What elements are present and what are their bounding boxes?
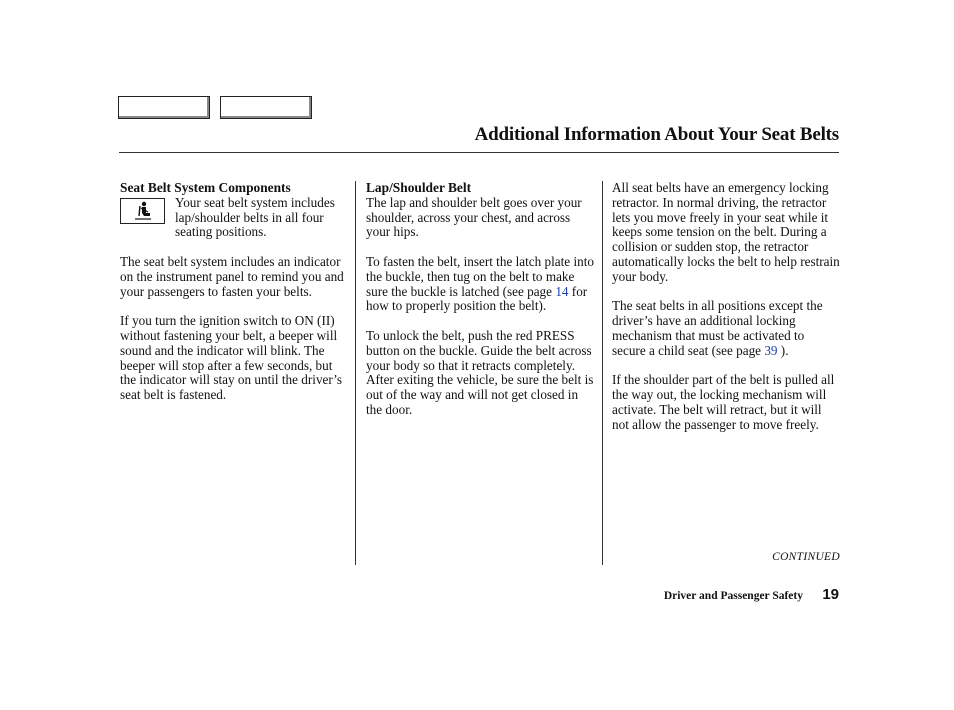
paragraph-fasten	[366, 255, 594, 314]
text-lock-after: ).	[777, 342, 789, 358]
page-title: Additional Information About Your Seat Belts	[474, 124, 839, 145]
page-link-14[interactable]: 14	[555, 283, 569, 299]
column-divider	[355, 181, 356, 565]
text-fasten-before: To fasten the belt, insert the latch plate into the buckle, then tug on the belt to make sure the buckle is latched (see page	[366, 253, 594, 299]
paragraph-beeper: If you turn the ignition switch to ON (II) without fastening your belt, a beeper will sound and the indicator will blink. The beeper will stop after a few seconds, but the indicator will stay on until the driver’s seat belt is fastened.	[120, 313, 343, 403]
text-fasten-after: for how to properly position the belt).	[366, 283, 588, 314]
continued-label: CONTINUED	[772, 551, 840, 563]
column-3	[612, 181, 840, 447]
title-divider	[119, 152, 839, 153]
section-heading-components: Seat Belt System Components	[120, 180, 291, 195]
column-divider	[602, 181, 603, 565]
seat-belt-reminder-icon	[120, 198, 165, 224]
paragraph-indicator: The seat belt system includes an indicator on the instrument panel to remind you and your passengers to fasten your belts.	[120, 253, 344, 299]
section-heading-lap-shoulder: Lap/Shoulder Belt	[366, 180, 472, 195]
column-2	[366, 181, 594, 433]
paragraph-child-seat-lock	[612, 299, 840, 358]
nav-button-main-menu[interactable]	[118, 96, 210, 119]
paragraph-retractor: All seat belts have an emergency locking retractor. In normal driving, the retractor lets you move freely in your seat while it keeps some tension on the belt. During a collision or sudden stop, the retractor automatically locks the belt to help restrain your body.	[612, 180, 840, 284]
paragraph-locking-mechanism: If the shoulder part of the belt is pulled all the way out, the locking mechanism will activate. The belt will retract, but it will not allow the passenger to move freely.	[612, 372, 835, 432]
paragraph-lap-shoulder: The lap and shoulder belt goes over your shoulder, across your chest, and across your hips.	[366, 194, 582, 240]
column-1	[120, 181, 345, 418]
text-lock-before: The seat belts in all positions except the driver’s have an additional locking mechanism that must be activated to secure a child seat (see page	[612, 298, 823, 358]
paragraph-unlock: To unlock the belt, push the red PRESS button on the buckle. Guide the belt across your body so that it retracts completely. After exiting the vehicle, be sure the belt is out of the way and will not get closed in the door.	[366, 327, 594, 417]
footer-section-name: Driver and Passenger Safety	[663, 590, 803, 602]
page-link-39[interactable]: 39	[764, 342, 778, 358]
nav-button-index[interactable]	[220, 96, 312, 119]
page-number: 19	[822, 586, 839, 603]
paragraph-components-intro: Your seat belt system includes lap/shoulder belts in all four seating positions.	[175, 194, 335, 240]
